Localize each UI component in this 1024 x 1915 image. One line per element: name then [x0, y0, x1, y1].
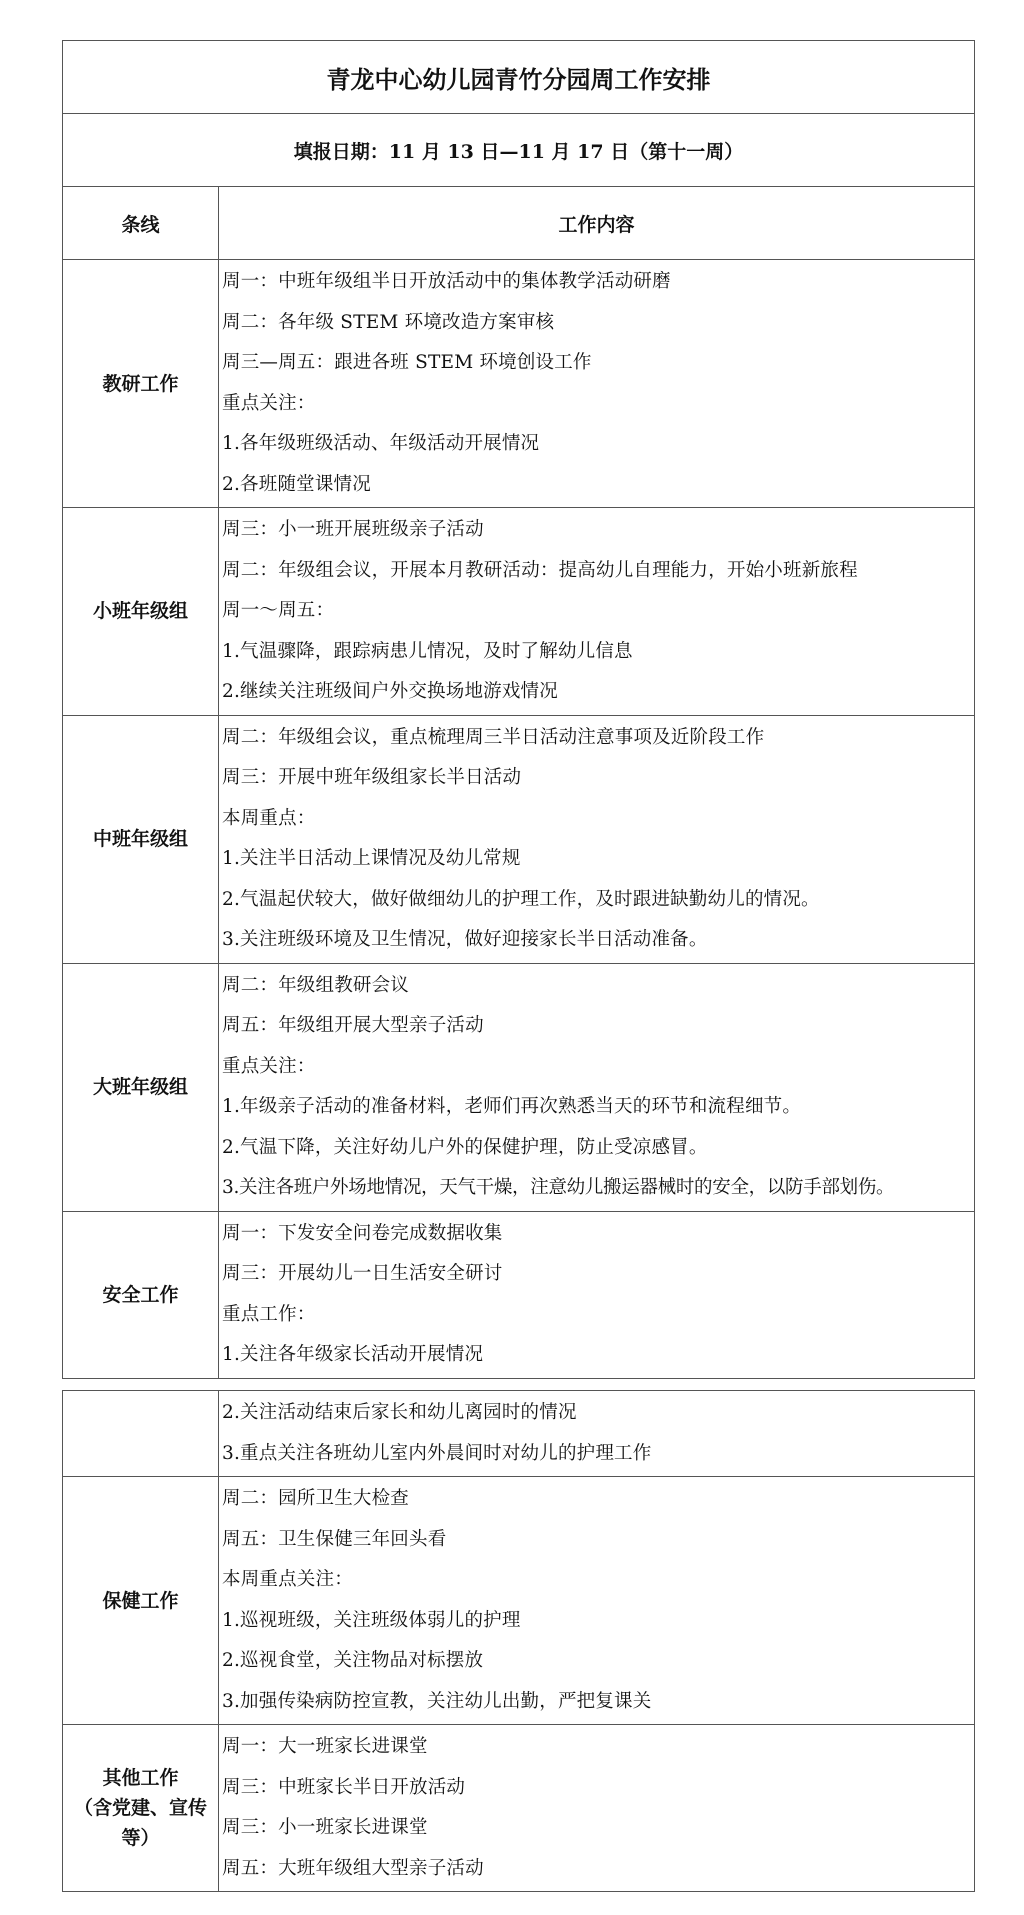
table-row — [63, 508, 975, 716]
content-line: 周三：中班家长半日开放活动 — [222, 1776, 466, 1798]
content-line: 1.各年级班级活动、年级活动开展情况 — [222, 433, 540, 454]
content-line: 3.重点关注各班幼儿室内外晨间时对幼儿的护理工作 — [222, 1442, 652, 1464]
content-line: 周二：各年级 STEM 环境改造方案审核 — [222, 311, 555, 333]
content-line: 本周重点： — [222, 807, 316, 829]
document-title: 青龙中心幼儿园青竹分园周工作安排 — [63, 41, 975, 114]
content-safety-continued — [219, 1391, 975, 1477]
report-date: 填报日期：11 月 13 日—11 月 17 日（第十一周） — [63, 114, 975, 187]
content-line: 周五：大班年级组大型亲子活动 — [222, 1857, 484, 1879]
content-line: 1.巡视班级，关注班级体弱儿的护理 — [222, 1609, 521, 1631]
content-line: 1.年级亲子活动的准备材料，老师们再次熟悉当天的环节和流程细节。 — [222, 1096, 802, 1117]
content-line: 2.巡视食堂，关注物品对标摆放 — [222, 1650, 484, 1671]
category-other-line: （含党建、宣传 — [73, 1797, 207, 1819]
table-row — [63, 1725, 975, 1892]
content-line: 重点工作： — [222, 1303, 316, 1325]
content-line: 周二：年级组会议，重点梳理周三半日活动注意事项及近阶段工作 — [222, 726, 765, 748]
content-line: 1.关注半日活动上课情况及幼儿常规 — [222, 848, 521, 869]
content-research — [219, 260, 975, 508]
content-line: 周三—周五：跟进各班 STEM 环境创设工作 — [222, 352, 592, 373]
content-line: 周三：开展幼儿一日生活安全研讨 — [222, 1263, 503, 1284]
table-row — [63, 1477, 975, 1725]
content-line: 周二：园所卫生大检查 — [222, 1488, 410, 1509]
category-health: 保健工作 — [63, 1477, 219, 1725]
category-research: 教研工作 — [63, 260, 219, 508]
content-line: 3.加强传染病防控宣教，关注幼儿出勤，严把复课关 — [222, 1690, 652, 1712]
schedule-table-page-1 — [62, 40, 974, 1379]
content-line: 本周重点关注： — [222, 1569, 353, 1590]
content-line: 周一：下发安全问卷完成数据收集 — [222, 1222, 503, 1244]
content-line: 周三：开展中班年级组家长半日活动 — [222, 767, 522, 788]
table-row — [63, 963, 975, 1211]
content-other — [219, 1725, 975, 1892]
content-line: 重点关注： — [222, 1055, 316, 1077]
content-line: 周三：小一班家长进课堂 — [222, 1817, 428, 1838]
table-row — [63, 1391, 975, 1477]
table-row — [63, 1211, 975, 1378]
content-line: 周一：中班年级组半日开放活动中的集体教学活动研磨 — [222, 271, 671, 292]
table-row — [63, 260, 975, 508]
content-junior-class — [219, 508, 975, 716]
content-line: 2.继续关注班级间户外交换场地游戏情况 — [222, 681, 558, 702]
header-category: 条线 — [63, 187, 219, 260]
content-senior-class — [219, 963, 975, 1211]
content-middle-class — [219, 715, 975, 963]
content-line: 3.关注班级环境及卫生情况，做好迎接家长半日活动准备。 — [222, 929, 708, 950]
content-line: 周五：年级组开展大型亲子活动 — [222, 1015, 484, 1036]
content-line: 2.气温起伏较大，做好做细幼儿的护理工作，及时跟进缺勤幼儿的情况。 — [222, 888, 820, 910]
content-line: 2.气温下降，关注好幼儿户外的保健护理，防止受凉感冒。 — [222, 1136, 708, 1158]
content-line: 周二：年级组会议，开展本月教研活动：提高幼儿自理能力，开始小班新旅程 — [222, 559, 858, 581]
content-line: 周二：年级组教研会议 — [222, 974, 410, 996]
category-other — [63, 1725, 219, 1892]
category-continuation-empty — [63, 1391, 219, 1477]
content-line: 周五：卫生保健三年回头看 — [222, 1528, 447, 1550]
content-line: 2.关注活动结束后家长和幼儿离园时的情况 — [222, 1402, 577, 1423]
content-line: 3.关注各班户外场地情况，天气干燥，注意幼儿搬运器械时的安全，以防手部划伤。 — [222, 1177, 895, 1198]
table-row — [63, 715, 975, 963]
content-line: 周三：小一班开展班级亲子活动 — [222, 519, 484, 540]
content-line: 重点关注： — [222, 392, 316, 414]
content-line: 周一～周五： — [222, 600, 335, 621]
category-senior-class: 大班年级组 — [63, 963, 219, 1211]
content-line: 2.各班随堂课情况 — [222, 473, 371, 495]
category-middle-class: 中班年级组 — [63, 715, 219, 963]
content-line: 1.关注各年级家长活动开展情况 — [222, 1344, 484, 1365]
content-line: 周一：大一班家长进课堂 — [222, 1736, 428, 1757]
category-other-line: 其他工作 — [102, 1767, 179, 1789]
content-line: 1.气温骤降，跟踪病患儿情况，及时了解幼儿信息 — [222, 640, 633, 662]
category-junior-class: 小班年级组 — [63, 508, 219, 716]
content-safety — [219, 1211, 975, 1378]
header-content: 工作内容 — [219, 187, 975, 260]
content-health — [219, 1477, 975, 1725]
category-other-line: 等） — [121, 1827, 160, 1849]
category-safety: 安全工作 — [63, 1211, 219, 1378]
schedule-table-page-2 — [62, 1390, 974, 1892]
